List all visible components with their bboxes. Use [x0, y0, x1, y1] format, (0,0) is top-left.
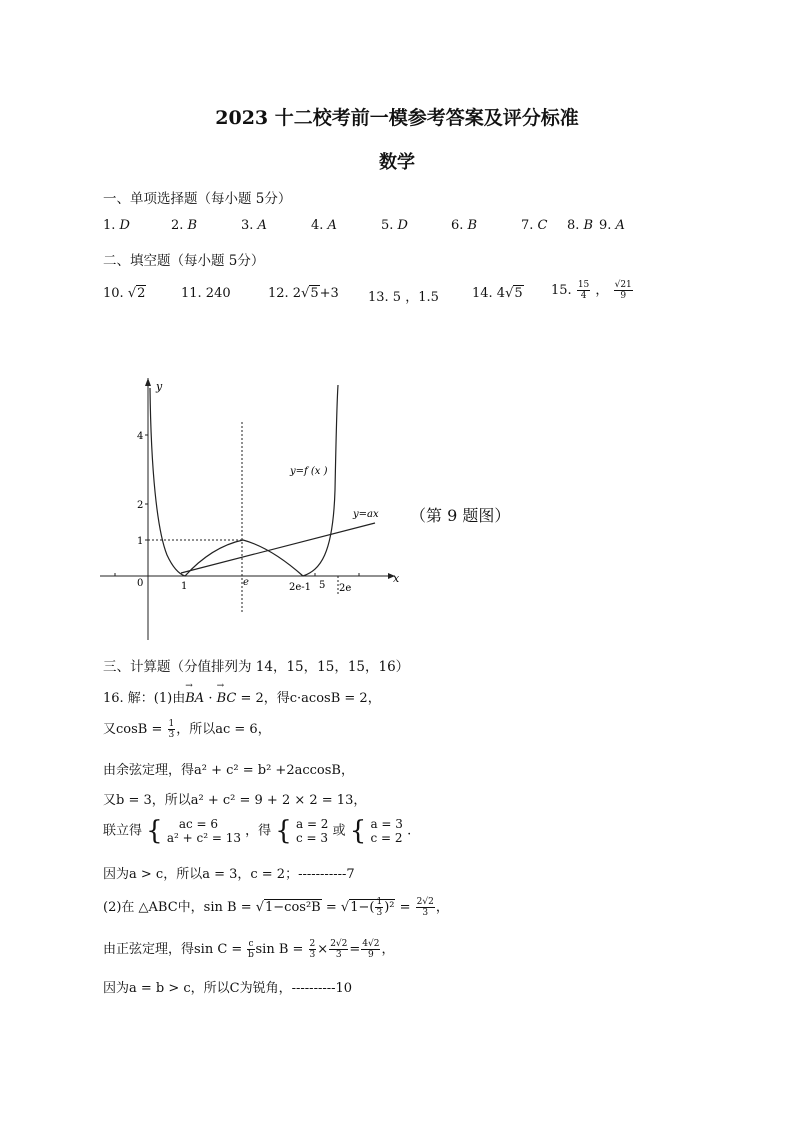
x-tick-label: 2e — [339, 583, 352, 594]
y-tick-label: 2 — [137, 500, 144, 511]
answer-15: 15. $\frac{15}{4}$ ， $\frac{√21}{9}$ — [551, 280, 632, 301]
answer-7: 7. C — [521, 218, 548, 233]
x-tick-label: 2e-1 — [289, 582, 312, 593]
answer-11: 11. 240 — [181, 286, 231, 301]
x-tick-label: 5 — [319, 580, 326, 591]
answer-12: 12. 2√5+3 — [268, 286, 339, 301]
answer-14: 14. 4√5 — [472, 286, 523, 301]
x-axis-label: x — [393, 572, 400, 585]
subject-title: 数学 — [379, 152, 415, 173]
x-tick-label: e — [243, 577, 249, 588]
y-tick-label: 1 — [137, 536, 144, 547]
section2-heading: 二、填空题（每小题 5分） — [103, 253, 265, 269]
line-ax — [181, 523, 375, 573]
answer-1: 1. D — [103, 218, 130, 233]
curve-label: y=f (x ) — [290, 466, 328, 477]
function-graph — [95, 370, 415, 645]
answer-8: 8. B — [567, 218, 594, 233]
answer-2: 2. B — [171, 218, 198, 233]
solution-line-3: 由余弦定理，得a² + c² = b² +2accosB， — [103, 763, 354, 778]
solution-line-5: 联立得 { ac = 6 a² + c² = 13 ，得 { a = 2 c = 3 或 { a = 3 c = 2 . — [103, 816, 412, 846]
answer-5: 5. D — [381, 218, 408, 233]
solution-line-2: 又cosB = $\frac{1}{3}$ ，所以ac = 6， — [103, 719, 271, 740]
answer-10: 10. √2 — [103, 286, 146, 301]
y-tick-label: 4 — [137, 431, 144, 442]
figure-caption: （第 9 题图） — [410, 506, 511, 525]
y-axis-arrow-icon — [145, 378, 151, 386]
page-title: 2023 十二校考前一模参考答案及评分标准 — [215, 107, 579, 129]
section3-heading: 三、计算题（分值排列为 14，15，15，15，16） — [103, 659, 410, 675]
solution-line-8: 由正弦定理，得sin C = $\frac{c}{b}$ sin B = $\frac{2}{3}$ × $\frac{2√2}{3}$ = $\frac{4√2}{9}$ ， — [103, 939, 395, 960]
x-tick-label: 1 — [181, 581, 188, 592]
y-axis-label: y — [156, 380, 163, 393]
answer-9: 9. A — [599, 218, 625, 233]
solution-line-7: (2)在 △ABC中，sin B = √1−cos²B = √1−( $\frac{1}{3}$ )² = $\frac{2√2}{3}$ ， — [103, 897, 449, 918]
answer-13: 13. 5 ，1.5 — [368, 290, 439, 305]
answer-3: 3. A — [241, 218, 267, 233]
answer-6: 6. B — [451, 218, 478, 233]
solution-line-4: 又b = 3，所以a² + c² = 9 + 2 × 2 = 13， — [103, 793, 367, 808]
solution-line-9: 因为a = b > c，所以C为锐角，----------10 — [103, 981, 353, 996]
solution-line-6: 因为a > c，所以a = 3，c = 2；-----------7 — [103, 867, 355, 882]
solution-line-1: 16. 解：(1)由→ BA · → BC = 2，得c·acosB = 2， — [103, 687, 381, 706]
origin-label: 0 — [137, 578, 144, 589]
section1-heading: 一、单项选择题（每小题 5分） — [103, 191, 292, 207]
line-label: y=ax — [353, 509, 379, 520]
curve-f — [150, 385, 338, 576]
answer-4: 4. A — [311, 218, 337, 233]
